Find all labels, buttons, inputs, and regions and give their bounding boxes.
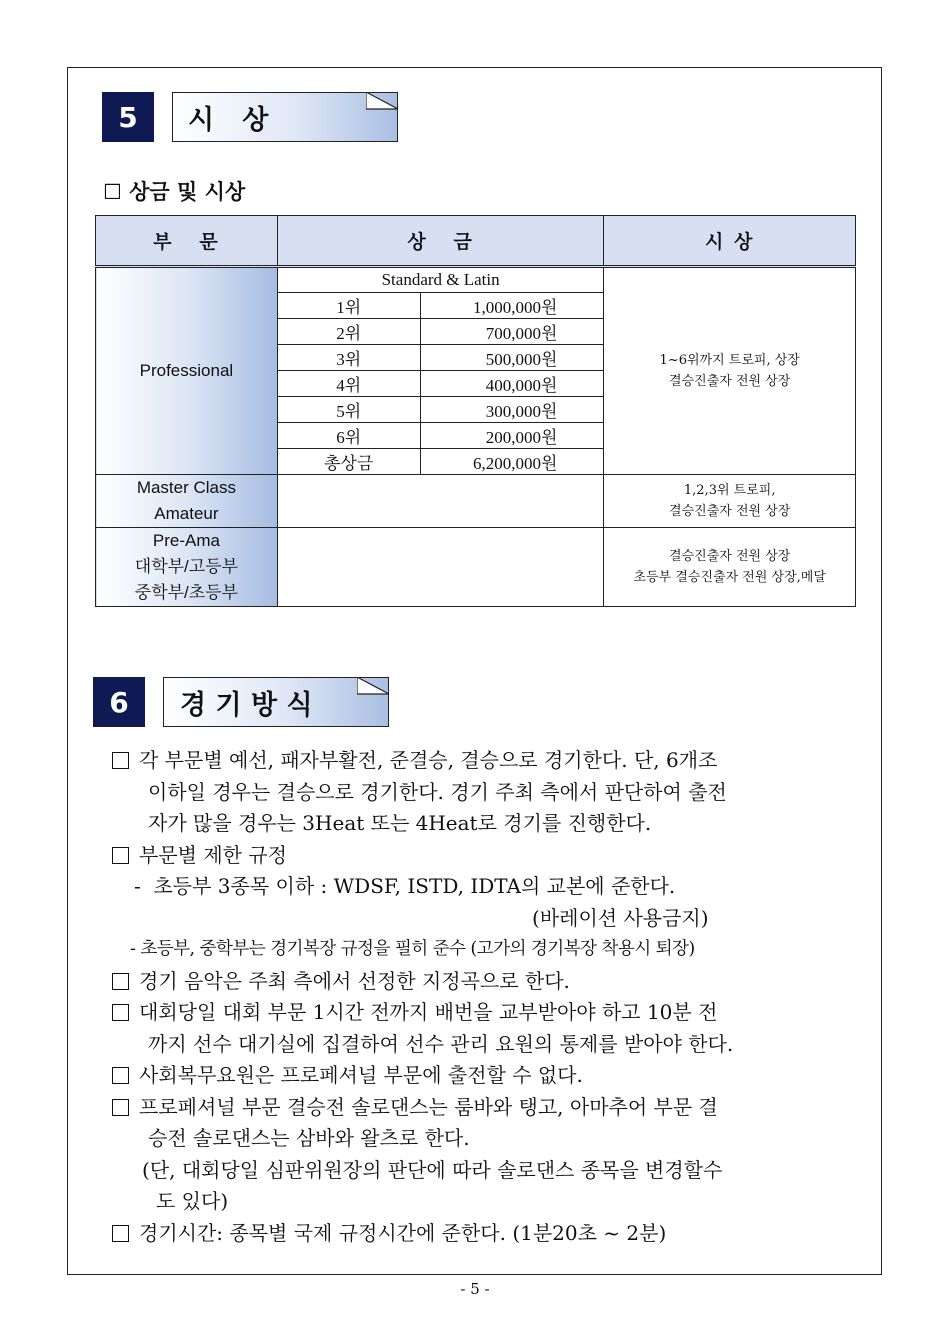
sub-item: - 초등부, 중학부는 경기복장 규정을 필히 준수 (고가의 경기복장 착용시 퇴장) [130, 939, 695, 959]
amount-cell: 200,000원 [420, 422, 604, 448]
rules-list [112, 745, 862, 1249]
list-item: 프로페셔널 부문 결승전 솔로댄스는 룸바와 탱고, 아마추어 부문 결 [112, 1092, 862, 1124]
award-master: 1,2,3위 트로피, 결승진출자 전원 상장 [604, 474, 856, 527]
list-item: 대회당일 대회 부문 1시간 전까지 배번을 교부받아야 하고 10분 전 [112, 997, 862, 1029]
amount-cell: 6,200,000원 [420, 448, 604, 474]
amount-cell: 500,000원 [420, 344, 604, 370]
header-division: 부 문 [96, 216, 278, 267]
rank-cell: 총상금 [277, 448, 420, 474]
folded-corner-icon [366, 92, 399, 110]
prize-subheading: ☐ 상금 및 시상 [103, 180, 246, 204]
amount-cell: 1,000,000원 [420, 292, 604, 318]
section-number: 5 [102, 92, 154, 142]
checkbox-icon [112, 847, 129, 864]
prize-empty [277, 474, 604, 527]
list-item: 사회복무요원은 프로페셔널 부문에 출전할 수 없다. [112, 1060, 862, 1092]
list-item: 경기 음악은 주최 측에서 선정한 지정곡으로 한다. [112, 966, 862, 998]
list-item-note: (단, 대회당일 심판위원장의 판단에 따라 솔로댄스 종목을 변경할수 [142, 1157, 723, 1182]
section-number: 6 [93, 677, 145, 727]
list-item-note: 도 있다) [156, 1189, 229, 1213]
amount-cell: 700,000원 [420, 318, 604, 344]
rank-cell: 4위 [277, 370, 420, 396]
list-item-continued: 자가 많을 경우는 3Heat 또는 4Heat로 경기를 진행한다. [148, 811, 652, 835]
division-professional: Professional [96, 267, 278, 475]
amount-cell: 300,000원 [420, 396, 604, 422]
checkbox-icon [112, 1067, 129, 1084]
list-item: 각 부문별 예선, 패자부활전, 준결승, 결승으로 경기한다. 단, 6개조 [112, 745, 862, 777]
list-item-continued: 까지 선수 대기실에 집결하여 선수 관리 요원의 통제를 받아야 한다. [148, 1031, 734, 1056]
section-title: 경 기 방 식 [180, 690, 313, 721]
checkbox-icon [112, 1225, 129, 1242]
prize-empty [277, 527, 604, 606]
rank-cell: 2위 [277, 318, 420, 344]
checkbox-icon [112, 752, 129, 769]
rank-cell: 5위 [277, 396, 420, 422]
header-award: 시 상 [604, 216, 856, 267]
section-title: 시 상 [188, 105, 269, 136]
list-item: 경기시간: 종목별 국제 규정시간에 준한다. (1분20초 ~ 2분) [112, 1218, 862, 1250]
page-number: - 5 - [460, 1280, 490, 1298]
checkbox-icon [112, 973, 129, 990]
list-item-continued: 승전 솔로댄스는 삼바와 왈츠로 한다. [148, 1126, 470, 1150]
amount-cell: 400,000원 [420, 370, 604, 396]
list-item: 부문별 제한 규정 [112, 840, 862, 872]
award-preama: 결승진출자 전원 상장 초등부 결승진출자 전원 상장,메달 [604, 527, 856, 606]
checkbox-icon [112, 1099, 129, 1116]
header-prize: 상 금 [277, 216, 604, 267]
folded-corner-icon [357, 677, 390, 695]
sub-item-note: (바레이션 사용금지) [532, 905, 709, 930]
rank-cell: 3위 [277, 344, 420, 370]
list-item-continued: 이하일 경우는 결승으로 경기한다. 경기 주최 측에서 판단하여 출전 [148, 779, 727, 804]
prize-group: Standard & Latin [277, 267, 604, 293]
prize-table [95, 215, 856, 607]
division-master: Master Class Amateur [96, 474, 278, 527]
rank-cell: 1위 [277, 292, 420, 318]
rank-cell: 6위 [277, 422, 420, 448]
sub-item: - 초등부 3종목 이하 : WDSF, ISTD, IDTA의 교본에 준한다. [134, 874, 676, 898]
division-preama: Pre-Ama 대학부/고등부 중학부/초등부 [96, 527, 278, 606]
award-professional: 1~6위까지 트로피, 상장 결승진출자 전원 상장 [604, 267, 856, 475]
checkbox-icon [112, 1004, 129, 1021]
